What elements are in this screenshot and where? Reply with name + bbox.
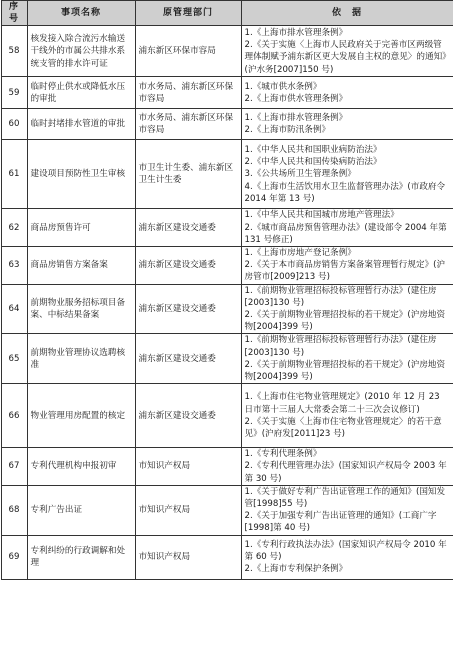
- item-name-cell: 临时封堵排水管道的审批: [27, 109, 135, 140]
- approval-items-table: [1, 0, 453, 580]
- legal-basis-cell: [241, 334, 453, 384]
- legal-basis-item: 1.《中华人民共和国职业病防治法》: [244, 144, 382, 155]
- serial-number-cell: 58: [1, 26, 27, 77]
- item-name-cell: 临时停止供水或降低水压的审批: [27, 77, 135, 109]
- serial-number-cell: 69: [1, 535, 27, 579]
- legal-basis-item: 2.《关于实施〈上海市人民政府关于完善市区两级管理体制赋予浦东新区更大发展自主权的意见〉的通知》(沪水务[2007]150 号): [244, 40, 447, 75]
- legal-basis-item: 2.《城市商品房预售管理办法》(建设部令 2004 年第 131 号修正): [244, 222, 447, 245]
- serial-number-cell: 64: [1, 284, 27, 334]
- item-name-cell: 建设项目预防性卫生审核: [27, 140, 135, 209]
- table-row: [1, 140, 453, 209]
- legal-basis-item: 2.《关于前期物业管理招投标的若干规定》(沪房地资物[2004]399 号): [244, 310, 446, 333]
- item-name-cell: 专利纠纷的行政调解和处理: [27, 535, 135, 579]
- serial-number-cell: 68: [1, 485, 27, 535]
- serial-number-cell: 65: [1, 334, 27, 384]
- legal-basis-item: 2.《中华人民共和国传染病防治法》: [244, 157, 382, 168]
- legal-basis-item: 2.《关于前期物业管理招投标的若干规定》(沪房地资物[2004]399 号): [244, 359, 446, 383]
- header-original-department: 原管理部门: [135, 1, 241, 26]
- item-name-cell: 物业管理用房配置的核定: [27, 384, 135, 448]
- legal-basis-item: 1.《上海市房地产登记条例》: [244, 248, 356, 259]
- legal-basis-item: 1.《上海市住宅物业管理规定》(2010 年 12 月 23 日市第十三届人大常委会第二十三次会议修订): [244, 392, 440, 415]
- department-cell: 浦东新区建设交通委: [135, 384, 241, 448]
- legal-basis-item: 2.《关于加强专利广告出证管理的通知》(工商广字[1998]第 40 号): [244, 511, 437, 534]
- legal-basis-item: 1.《专利行政执法办法》(国家知识产权局令 2010 年第 60 号): [244, 539, 447, 563]
- legal-basis-item: 1.《上海市排水管理条例》: [244, 28, 348, 38]
- legal-basis-cell: [241, 384, 453, 448]
- legal-basis-cell: [241, 485, 453, 535]
- serial-number-cell: 59: [1, 77, 27, 109]
- department-cell: 市水务局、浦东新区环保市容局: [135, 109, 241, 140]
- department-cell: 浦东新区建设交通委: [135, 334, 241, 384]
- legal-basis-cell: [241, 448, 453, 486]
- legal-basis-item: 3.《公共场所卫生管理条例》: [244, 169, 356, 180]
- legal-basis-item: 1.《专利代理条例》: [244, 449, 322, 460]
- item-name-cell: 专利广告出证: [27, 485, 135, 535]
- table-row: [1, 334, 453, 384]
- serial-number-cell: 61: [1, 140, 27, 209]
- table-row: [1, 284, 453, 334]
- table-row: [1, 109, 453, 140]
- legal-basis-item: 2.《上海市供水管理条例》: [244, 93, 348, 104]
- legal-basis-item: 1.《关于做好专利广告出证管理工作的通知》(国知发管[1998]55 号): [244, 486, 446, 510]
- legal-basis-item: 4.《上海市生活饮用水卫生监督管理办法》(市政府令 2014 年第 13 号): [244, 181, 446, 204]
- table-header-row: [1, 1, 453, 26]
- department-cell: 浦东新区环保市容局: [135, 26, 241, 77]
- department-cell: 市知识产权局: [135, 535, 241, 579]
- header-legal-basis: 依 据: [241, 1, 453, 26]
- department-cell: 市卫生计生委、浦东新区卫生计生委: [135, 140, 241, 209]
- department-cell: 浦东新区建设交通委: [135, 247, 241, 285]
- legal-basis-cell: [241, 26, 453, 77]
- serial-number-cell: 67: [1, 448, 27, 486]
- table-body: [1, 26, 453, 579]
- legal-basis-item: 2.《上海市防汛条例》: [244, 125, 331, 136]
- item-name-cell: 前期物业管理协议选聘核准: [27, 334, 135, 384]
- legal-basis-cell: [241, 140, 453, 209]
- legal-basis-item: 1.《上海市排水管理条例》: [244, 113, 348, 124]
- legal-basis-item: 1.《中华人民共和国城市房地产管理法》: [244, 210, 399, 221]
- legal-basis-item: 1.《城市供水条例》: [244, 81, 322, 92]
- table-row: [1, 535, 453, 579]
- table-row: [1, 26, 453, 77]
- table-row: [1, 247, 453, 285]
- table-row: [1, 77, 453, 109]
- table-row: [1, 448, 453, 486]
- department-cell: 浦东新区建设交通委: [135, 284, 241, 334]
- department-cell: 市知识产权局: [135, 448, 241, 486]
- legal-basis-cell: [241, 247, 453, 285]
- legal-basis-item: 2.《专利代理管理办法》(国家知识产权局令 2003 年第 30 号): [244, 461, 447, 484]
- header-serial-number: 序号: [1, 1, 27, 26]
- item-name-cell: 前期物业服务招标项目备案、中标结果备案: [27, 284, 135, 334]
- item-name-cell: 商品房预售许可: [27, 209, 135, 247]
- item-name-cell: 专利代理机构申报初审: [27, 448, 135, 486]
- item-name-cell: 商品房销售方案备案: [27, 247, 135, 285]
- department-cell: 市水务局、浦东新区环保市容局: [135, 77, 241, 109]
- department-cell: 市知识产权局: [135, 485, 241, 535]
- legal-basis-cell: [241, 284, 453, 334]
- legal-basis-item: 2.《关于本市商品房销售方案备案管理暂行规定》(沪房管市[2009]213 号): [244, 260, 446, 283]
- table-row: [1, 485, 453, 535]
- table-row: [1, 209, 453, 247]
- legal-basis-item: 1.《前期物业管理招标投标管理暂行办法》(建住房[2003]130 号): [244, 285, 437, 308]
- serial-number-cell: 63: [1, 247, 27, 285]
- legal-basis-item: 2.《上海市专利保护条例》: [244, 564, 348, 575]
- legal-basis-cell: [241, 77, 453, 109]
- legal-basis-cell: [241, 209, 453, 247]
- serial-number-cell: 60: [1, 109, 27, 140]
- legal-basis-item: 1.《前期物业管理招标投标管理暂行办法》(建住房[2003]130 号): [244, 335, 437, 358]
- legal-basis-cell: [241, 109, 453, 140]
- serial-number-cell: 66: [1, 384, 27, 448]
- legal-basis-cell: [241, 535, 453, 579]
- serial-number-cell: 62: [1, 209, 27, 247]
- department-cell: 浦东新区建设交通委: [135, 209, 241, 247]
- table-row: [1, 384, 453, 448]
- header-item-name: 事项名称: [27, 1, 135, 26]
- item-name-cell: 核发接入除合流污水输送干线外的市属公共排水系统支管的排水许可证: [27, 26, 135, 77]
- legal-basis-item: 2.《关于实施〈上海市住宅物业管理规定〉的若干意见》(沪府发[2011]23 号): [244, 416, 442, 439]
